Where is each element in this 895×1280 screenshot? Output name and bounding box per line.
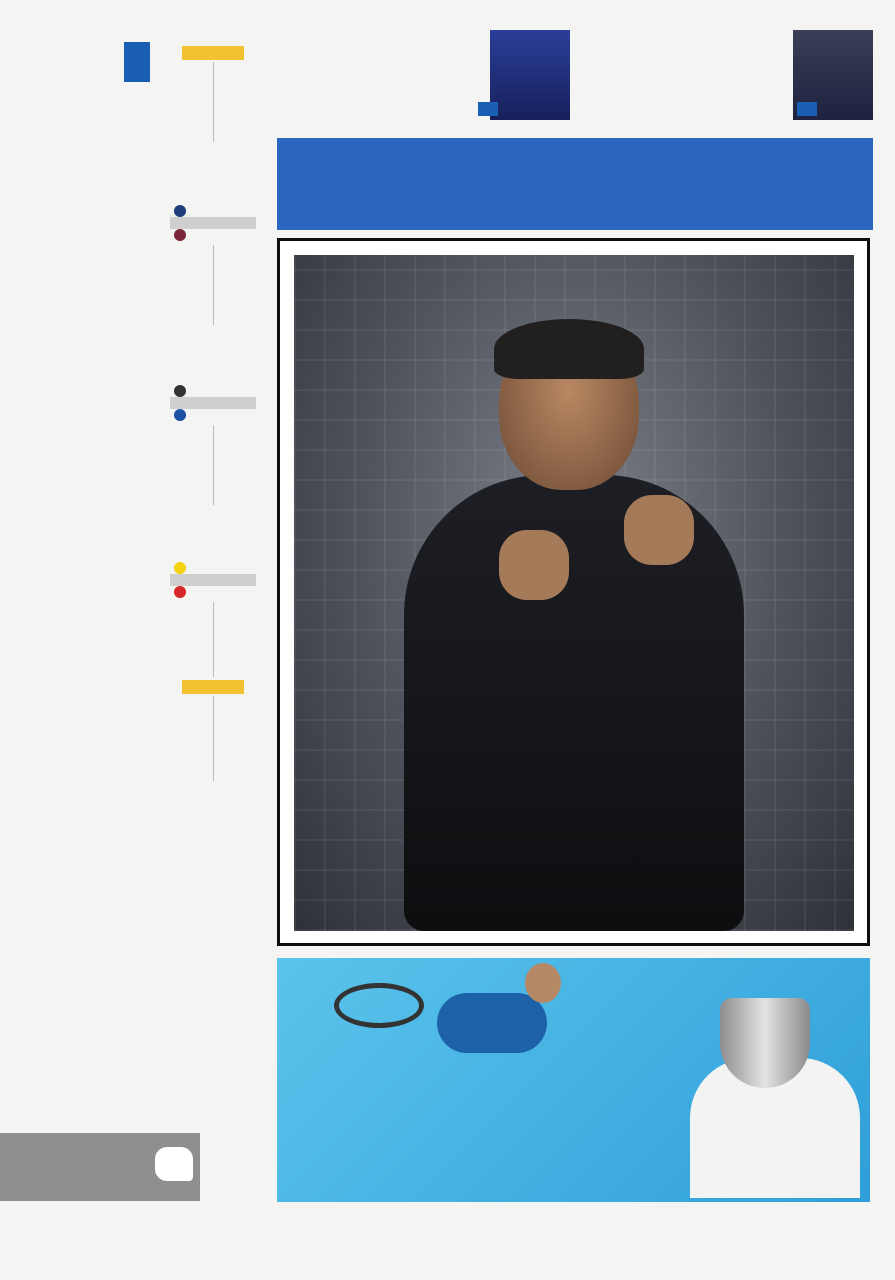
trophy-icon (720, 998, 810, 1088)
team-crest-icon (174, 229, 186, 241)
divider (213, 62, 214, 142)
fars-logo-icon (155, 1147, 193, 1181)
player-hair (494, 319, 644, 379)
trophy-photo (690, 968, 860, 1198)
divider (213, 245, 214, 325)
author-box (16, 42, 150, 82)
teaser (575, 30, 873, 120)
newspaper-logo (287, 138, 863, 230)
team-crest-icon (174, 562, 186, 574)
player-fist (499, 530, 569, 600)
team-crest-icon (174, 409, 186, 421)
news-agency-watermark (0, 1133, 200, 1201)
divider (213, 696, 214, 781)
teaser (280, 30, 570, 120)
league-logo-icon (192, 504, 234, 546)
player-fist (624, 495, 694, 565)
masthead (277, 120, 873, 235)
match (170, 562, 256, 598)
teaser-photo (490, 30, 570, 120)
match (170, 205, 256, 241)
tennis-player-photo (337, 963, 587, 1133)
main-story (277, 238, 870, 946)
masthead-banner (277, 138, 873, 230)
racket-icon (334, 983, 424, 1028)
league-logo-icon (192, 327, 234, 369)
cover-photo (294, 255, 854, 931)
tennis-story (277, 958, 870, 1202)
main-subhead (314, 825, 854, 851)
match (170, 385, 256, 421)
game-day (170, 838, 256, 850)
team-crest-icon (174, 586, 186, 598)
program-tag (182, 680, 244, 694)
page-number (478, 102, 498, 116)
match-time (170, 574, 256, 586)
page-number (797, 102, 817, 116)
league-logo-icon (192, 782, 234, 824)
divider (213, 602, 214, 677)
match-time (170, 217, 256, 229)
tv-schedule-column (170, 42, 256, 1202)
league-logo-icon (192, 147, 234, 189)
issue-info (277, 120, 873, 138)
player-body (437, 993, 547, 1053)
live-tag (182, 46, 244, 60)
team-crest-icon (174, 205, 186, 217)
match-time (170, 397, 256, 409)
team-crest-icon (174, 385, 186, 397)
divider (213, 425, 214, 505)
section-badge (124, 42, 150, 82)
editorial-column (16, 42, 150, 1192)
player-head (525, 963, 561, 1003)
